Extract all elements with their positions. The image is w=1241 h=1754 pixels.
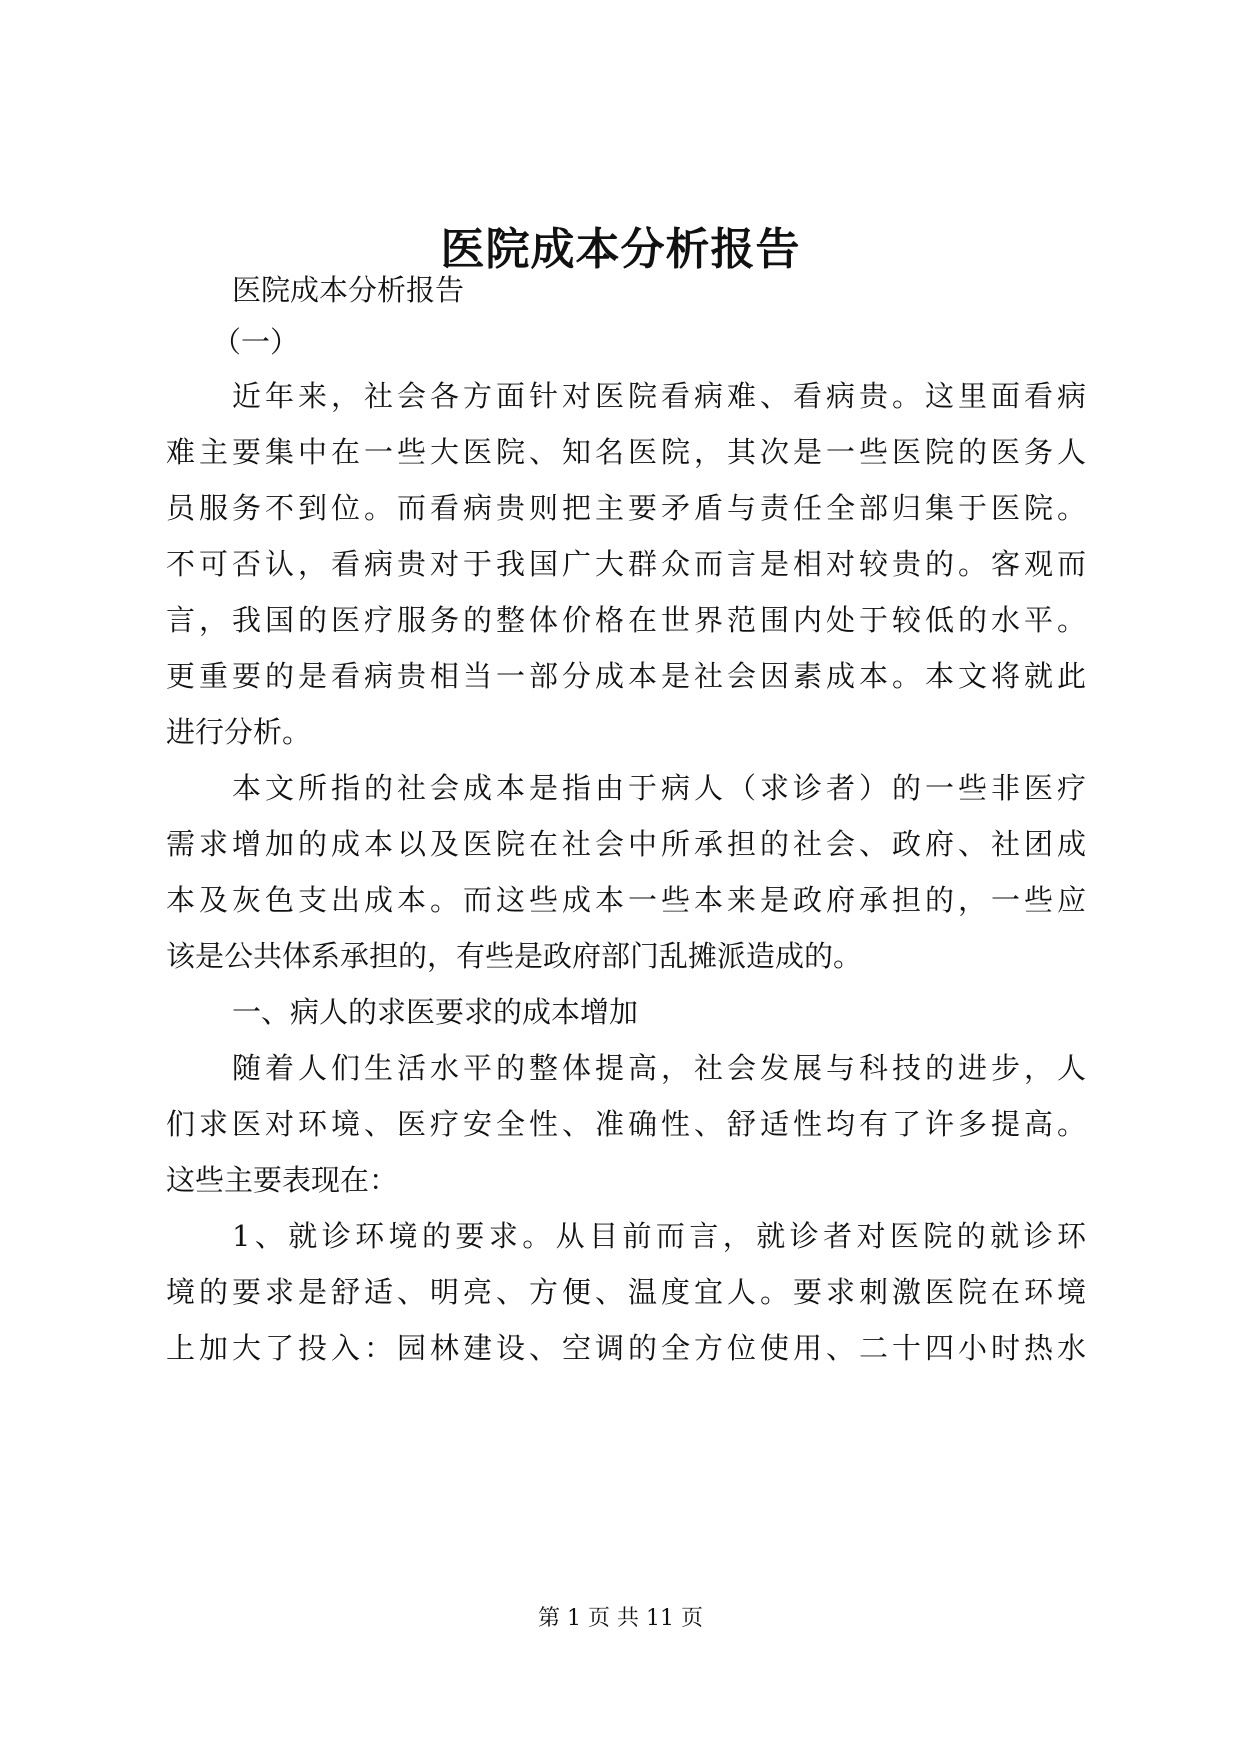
text-line: 本文所指的社会成本是指由于病人（求诊者）的一些非医疗 bbox=[232, 771, 1086, 805]
text-line: 1、就诊环境的要求。从目前而言，就诊者对医院的就诊环 bbox=[232, 1219, 1086, 1253]
subtitle: 医院成本分析报告 bbox=[232, 273, 465, 307]
text-line: 随着人们生活水平的整体提高，社会发展与科技的进步，人 bbox=[232, 1051, 1086, 1085]
text-line: 员服务不到位。而看病贵则把主要矛盾与责任全部归集于医院。 bbox=[166, 491, 1086, 525]
text-line: 更重要的是看病贵相当一部分成本是社会因素成本。本文将就此 bbox=[166, 659, 1086, 693]
text-line: 难主要集中在一些大医院、知名医院，其次是一些医院的医务人 bbox=[166, 435, 1086, 469]
text-line: 上加大了投入：园林建设、空调的全方位使用、二十四小时热水 bbox=[166, 1331, 1086, 1365]
text-line: 境的要求是舒适、明亮、方便、温度宜人。要求刺激医院在环境 bbox=[166, 1275, 1086, 1309]
text-line: 需求增加的成本以及医院在社会中所承担的社会、政府、社团成 bbox=[166, 827, 1086, 861]
section-mark: （一） bbox=[212, 325, 300, 359]
text-line: 进行分析。 bbox=[166, 715, 312, 749]
page-footer: 第 1 页 共 11 页 bbox=[538, 1606, 703, 1631]
text-line: 言，我国的医疗服务的整体价格在世界范围内处于较低的水平。 bbox=[166, 603, 1086, 637]
document-title: 医院成本分析报告 bbox=[440, 224, 801, 275]
text-line: 这些主要表现在： bbox=[166, 1163, 399, 1197]
section-heading: 一、病人的求医要求的成本增加 bbox=[232, 995, 639, 1029]
text-line: 不可否认，看病贵对于我国广大群众而言是相对较贵的。客观而 bbox=[166, 547, 1086, 581]
text-line: 近年来，社会各方面针对医院看病难、看病贵。这里面看病 bbox=[232, 379, 1086, 413]
text-line: 本及灰色支出成本。而这些成本一些本来是政府承担的，一些应 bbox=[166, 883, 1086, 917]
text-line: 该是公共体系承担的，有些是政府部门乱摊派造成的。 bbox=[166, 939, 863, 973]
text-line: 们求医对环境、医疗安全性、准确性、舒适性均有了许多提高。 bbox=[166, 1107, 1086, 1141]
